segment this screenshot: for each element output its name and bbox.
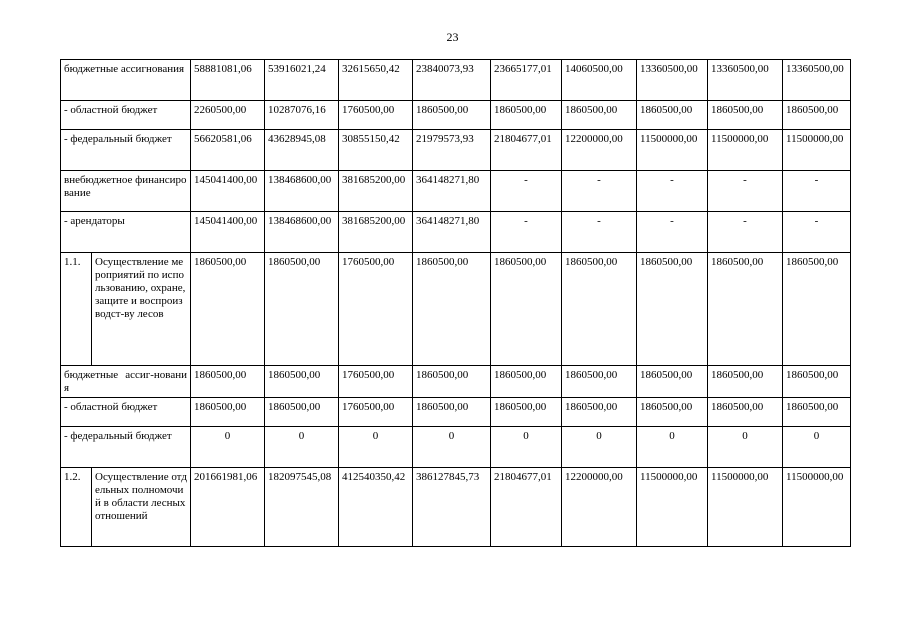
value-cell: 1860500,00 <box>708 398 783 427</box>
row-label: - арендаторы <box>61 212 191 253</box>
value-cell: 0 <box>265 427 339 468</box>
value-cell: 23665177,01 <box>491 60 562 101</box>
value-cell: 381685200,00 <box>339 212 413 253</box>
value-cell: 1860500,00 <box>562 366 637 398</box>
value-cell: 0 <box>562 427 637 468</box>
table-row <box>61 427 851 468</box>
value-cell: 0 <box>413 427 491 468</box>
value-cell: - <box>637 212 708 253</box>
value-cell: 12200000,00 <box>562 468 637 547</box>
value-cell: 1860500,00 <box>413 398 491 427</box>
value-cell: 1860500,00 <box>191 366 265 398</box>
table-row <box>61 212 851 253</box>
value-cell: 56620581,06 <box>191 130 265 171</box>
row-label: - федеральный бюджет <box>61 130 191 171</box>
value-cell: - <box>562 212 637 253</box>
value-cell: - <box>491 212 562 253</box>
value-cell: 1760500,00 <box>339 101 413 130</box>
table-row <box>61 366 851 398</box>
value-cell: 11500000,00 <box>708 130 783 171</box>
value-cell: 10287076,16 <box>265 101 339 130</box>
value-cell: 11500000,00 <box>637 130 708 171</box>
value-cell: 21804677,01 <box>491 468 562 547</box>
table-row <box>61 171 851 212</box>
value-cell: 1860500,00 <box>708 101 783 130</box>
value-cell: 1860500,00 <box>783 253 851 366</box>
page-number: 23 <box>446 30 459 44</box>
value-cell: 1860500,00 <box>413 253 491 366</box>
value-cell: 145041400,00 <box>191 212 265 253</box>
value-cell: 53916021,24 <box>265 60 339 101</box>
value-cell: 14060500,00 <box>562 60 637 101</box>
value-cell: 43628945,08 <box>265 130 339 171</box>
value-cell: 201661981,06 <box>191 468 265 547</box>
value-cell: 2260500,00 <box>191 101 265 130</box>
value-cell: 12200000,00 <box>562 130 637 171</box>
value-cell: 11500000,00 <box>783 130 851 171</box>
table-row <box>61 253 851 366</box>
value-cell: - <box>783 212 851 253</box>
value-cell: 13360500,00 <box>708 60 783 101</box>
row-label: внебюджетное финансирование <box>61 171 191 212</box>
value-cell: - <box>491 171 562 212</box>
value-cell: 21979573,93 <box>413 130 491 171</box>
value-cell: 23840073,93 <box>413 60 491 101</box>
value-cell: 1860500,00 <box>562 101 637 130</box>
value-cell: 1860500,00 <box>265 366 339 398</box>
value-cell: 0 <box>637 427 708 468</box>
value-cell: 13360500,00 <box>637 60 708 101</box>
value-cell: 1860500,00 <box>491 101 562 130</box>
value-cell: 364148271,80 <box>413 212 491 253</box>
value-cell: 1860500,00 <box>265 398 339 427</box>
row-label: бюджетные ассиг-нования <box>61 366 191 398</box>
value-cell: 1860500,00 <box>783 366 851 398</box>
value-cell: 138468600,00 <box>265 212 339 253</box>
table-row <box>61 468 851 547</box>
value-cell: 145041400,00 <box>191 171 265 212</box>
value-cell: 1860500,00 <box>191 398 265 427</box>
table-row <box>61 101 851 130</box>
value-cell: 1860500,00 <box>783 398 851 427</box>
table-row <box>61 130 851 171</box>
value-cell: 1860500,00 <box>637 253 708 366</box>
value-cell: 11500000,00 <box>708 468 783 547</box>
row-label: - областной бюджет <box>61 101 191 130</box>
value-cell: 1860500,00 <box>491 253 562 366</box>
table-row <box>61 60 851 101</box>
value-cell: - <box>562 171 637 212</box>
value-cell: 0 <box>191 427 265 468</box>
value-cell: 1860500,00 <box>783 101 851 130</box>
value-cell: 0 <box>708 427 783 468</box>
value-cell: 1760500,00 <box>339 253 413 366</box>
item-number: 1.2. <box>61 468 92 547</box>
value-cell: 11500000,00 <box>637 468 708 547</box>
value-cell: 1860500,00 <box>491 398 562 427</box>
value-cell: 58881081,06 <box>191 60 265 101</box>
value-cell: 1860500,00 <box>491 366 562 398</box>
value-cell: 138468600,00 <box>265 171 339 212</box>
value-cell: 32615650,42 <box>339 60 413 101</box>
value-cell: 381685200,00 <box>339 171 413 212</box>
value-cell: 21804677,01 <box>491 130 562 171</box>
value-cell: 1860500,00 <box>191 253 265 366</box>
value-cell: 0 <box>491 427 562 468</box>
value-cell: 11500000,00 <box>783 468 851 547</box>
value-cell: 1860500,00 <box>637 398 708 427</box>
value-cell: 0 <box>339 427 413 468</box>
value-cell: 0 <box>783 427 851 468</box>
value-cell: 1860500,00 <box>637 101 708 130</box>
item-name: Осуществление отдельных полномочий в области лесных отношений <box>92 468 191 547</box>
value-cell: 386127845,73 <box>413 468 491 547</box>
item-number: 1.1. <box>61 253 92 366</box>
value-cell: 1860500,00 <box>562 253 637 366</box>
value-cell: 1860500,00 <box>708 253 783 366</box>
value-cell: 1860500,00 <box>413 366 491 398</box>
value-cell: 1760500,00 <box>339 398 413 427</box>
budget-table <box>60 59 851 547</box>
value-cell: - <box>637 171 708 212</box>
value-cell: 364148271,80 <box>413 171 491 212</box>
item-name: Осуществление мероприятий по использованию, охране, защите и воспроизводст-ву лесов <box>92 253 191 366</box>
row-label: бюджетные ассигнования <box>61 60 191 101</box>
table-row <box>61 398 851 427</box>
value-cell: - <box>708 171 783 212</box>
value-cell: 1860500,00 <box>562 398 637 427</box>
value-cell: 182097545,08 <box>265 468 339 547</box>
value-cell: 30855150,42 <box>339 130 413 171</box>
value-cell: - <box>783 171 851 212</box>
value-cell: 1860500,00 <box>265 253 339 366</box>
value-cell: 13360500,00 <box>783 60 851 101</box>
row-label: - областной бюджет <box>61 398 191 427</box>
value-cell: 1860500,00 <box>637 366 708 398</box>
value-cell: 1860500,00 <box>413 101 491 130</box>
value-cell: - <box>708 212 783 253</box>
value-cell: 1860500,00 <box>708 366 783 398</box>
value-cell: 1760500,00 <box>339 366 413 398</box>
row-label: - федеральный бюджет <box>61 427 191 468</box>
value-cell: 412540350,42 <box>339 468 413 547</box>
